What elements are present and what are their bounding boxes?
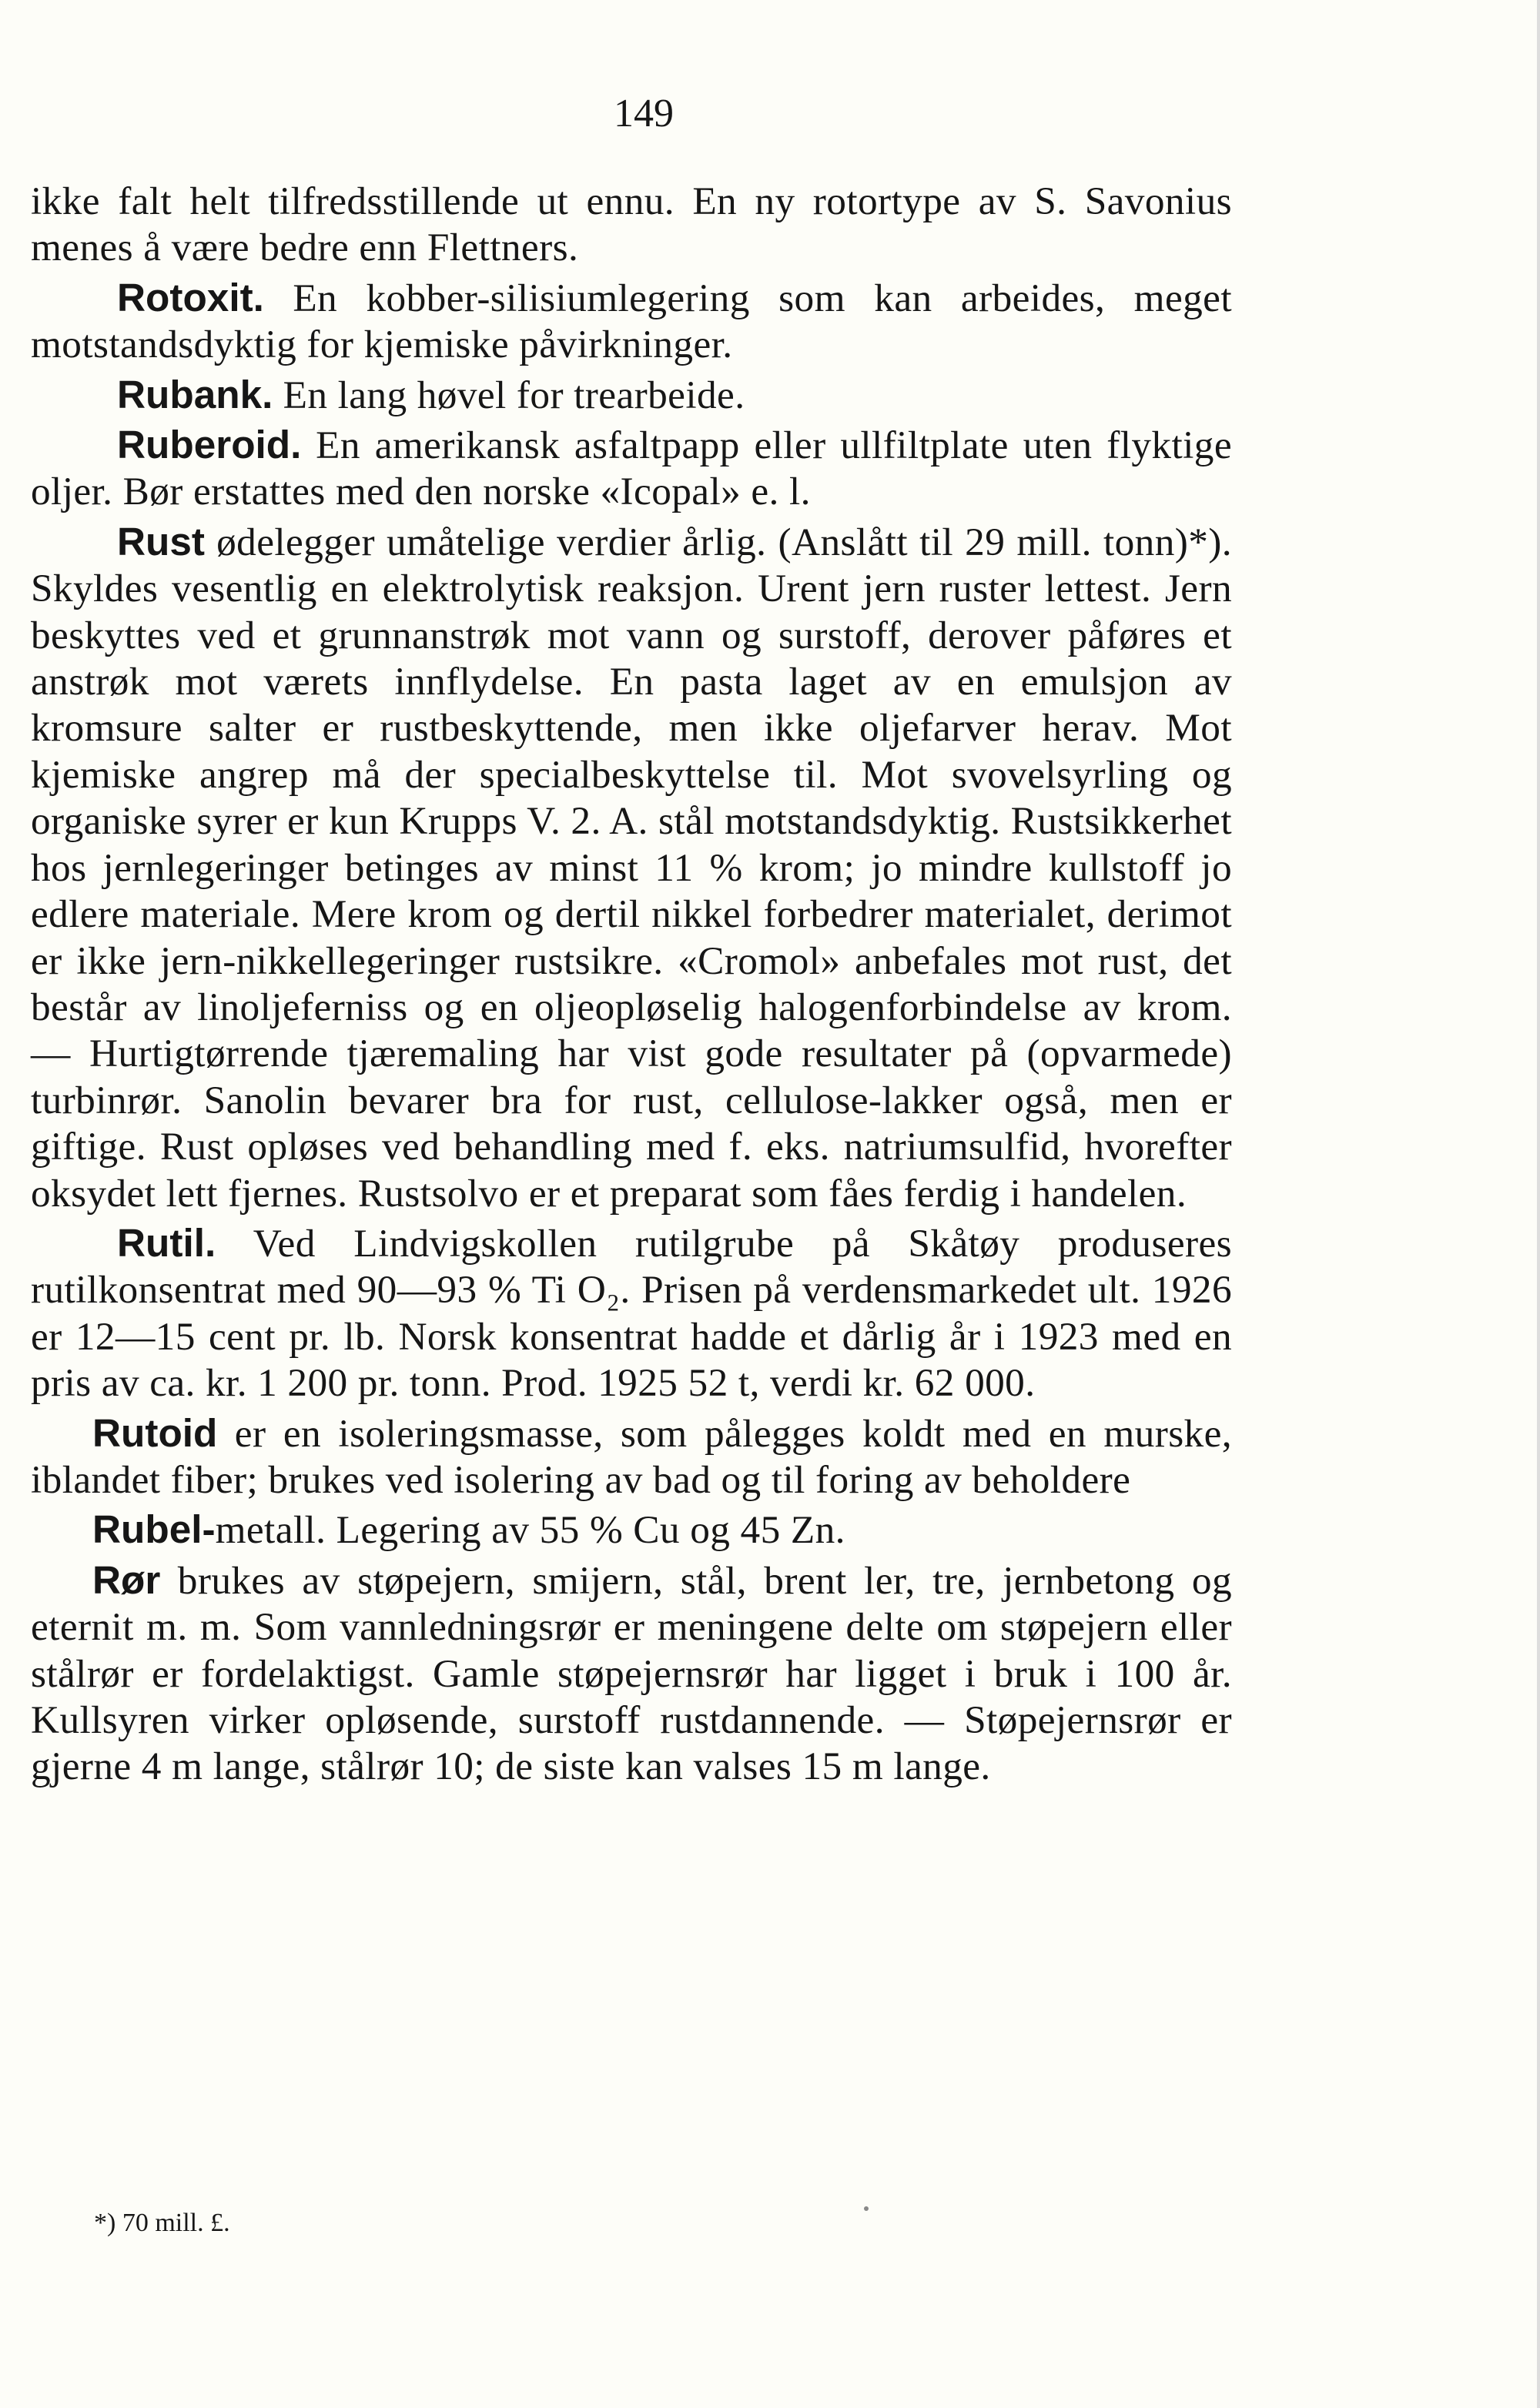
entry-term: Rotoxit. <box>117 275 264 319</box>
entry-rubel-metall <box>31 1507 1232 1553</box>
entry-rust <box>31 519 1232 1217</box>
entry-term: Rubel- <box>92 1507 216 1552</box>
entry-term: Rubank. <box>117 372 273 416</box>
entry-rotoxit <box>31 275 1232 369</box>
entry-text: er en isoleringsmasse, som pålegges koldt med en murske, iblandet fiber; brukes ved isolering av bad og til foring av beholdere <box>31 1411 1232 1502</box>
footnote: *) 70 mill. £. <box>94 2209 230 2237</box>
entry-text: En amerikansk asfaltpapp eller ullfiltplate uten flyktige oljer. Bør erstattes med den norske «Icopal» e. l. <box>31 423 1232 514</box>
page-number: 149 <box>614 92 674 135</box>
entry-term: Rust <box>117 519 205 564</box>
entry-rubank <box>31 372 1232 419</box>
entry-term: Ruberoid. <box>117 423 302 467</box>
paragraph-continuation: ikke falt helt tilfredsstillende ut ennu. En ny rotortype av S. Savonius menes å være bedre enn Flettners. <box>31 179 1232 270</box>
entry-text: Ved Lindvigskollen rutilgrube på Skåtøy produseres rutilkonsentrat med 90—93 % Ti O₂. Prisen på verdensmarkedet ult. 1926 er 12—15 cent pr. lb. Norsk konsentrat hadde et dårlig år i 1923 med en pris av ca. kr. 1 200 pr. tonn. Prod. 1925 52 t, verdi kr. 62 000. <box>31 1221 1232 1406</box>
entry-text: ødelegger umåtelige verdier årlig. (Anslått til 29 mill. tonn)*). Skyldes vesentlig en elektrolytisk reaksjon. Urent jern ruster lettest. Jern beskyttes ved et grunnanstrøk mot vann og surstoff, derover påføres et anstrøk mot værets innflydelse. En pasta laget av en emulsjon av kromsure salter er rustbeskyttende, men ikke oljefarver herav. Mot kjemiske angrep må der specialbeskyttelse til. Mot svovelsyrling og organiske syrer er kun Krupps V. 2. A. stål motstandsdyktig. Rustsikkerhet hos jernlegeringer betinges av minst 11 % krom; jo mindre kullstoff jo edlere materiale. Mere krom og dertil nikkel forbedrer materialet, derimot er ikke jern-nikkellegeringer rustsikre. «Cromol» anbefales mot rust, det består av linoljeferniss og en oljeopløselig halogenforbindelse av krom. — Hurtigtørrende tjæremaling har vist gode resultater på (opvarmede) turbinrør. Sanolin bevarer bra for rust, cellulose-lakker også, men er giftige. Rust opløses ved behandling med f. eks. natriumsulfid, hvorefter oksydet lett fjernes. Rustsolvo er et preparat som fåes ferdig i handelen. <box>31 520 1232 1216</box>
print-speck <box>864 2206 869 2211</box>
entry-text: metall. Legering av 55 % Cu og 45 Zn. <box>215 1508 845 1553</box>
entry-term: Rutil. <box>117 1220 216 1265</box>
entry-rutil <box>31 1220 1232 1407</box>
entry-rutoid <box>31 1410 1232 1504</box>
entry-term: Rutoid <box>92 1410 218 1455</box>
page-edge <box>1537 0 1540 2408</box>
entry-ror <box>31 1557 1232 1791</box>
entry-text: brukes av støpejern, smijern, stål, brent ler, tre, jernbetong og eternit m. m. Som vannledningsrør er meningene delte om støpejern eller stålrør er fordelaktigst. Gamle støpejernsrør har ligget i bruk i 100 år. Kullsyren virker opløsende, surstoff rustdannende. — Støpejernsrør er gjerne 4 m lange, stålrør 10; de siste kan valses 15 m lange. <box>31 1558 1232 1789</box>
entry-text: En lang høvel for trearbeide. <box>273 373 745 417</box>
entry-text: En kobber-silisiumlegering som kan arbeides, meget motstandsdyktig for kjemiske påvirkninger. <box>31 276 1232 367</box>
body-text <box>31 179 1232 1791</box>
entry-ruberoid <box>31 422 1232 516</box>
entry-term: Rør <box>92 1557 161 1602</box>
